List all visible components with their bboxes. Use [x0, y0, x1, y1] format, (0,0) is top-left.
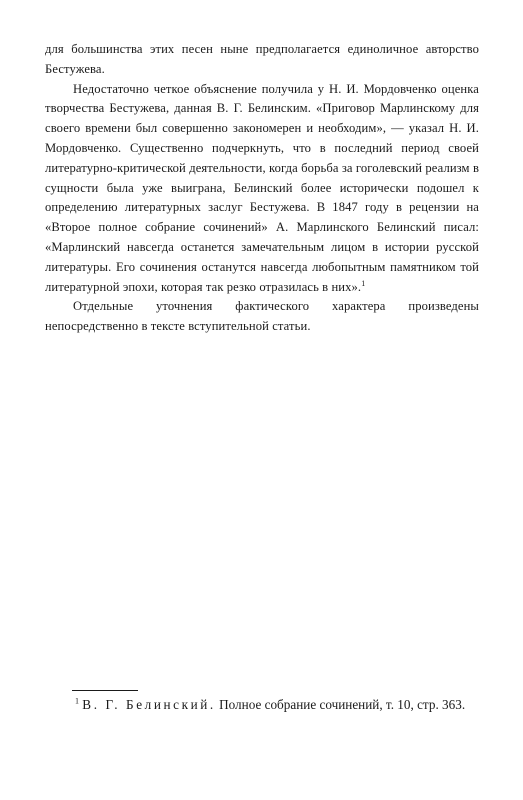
footnote-text: Полное собрание сочинений, т. 10, стр. 363.	[219, 697, 466, 712]
footnote-mark: 1	[75, 696, 79, 706]
footnote	[45, 695, 479, 714]
page-body	[45, 40, 479, 337]
footnote-divider	[72, 690, 138, 691]
paragraph-belinsky-text: Недостаточно четкое объяснение получила у Н. И. Мордовченко оценка творчества Бестужева, данная В. Г. Белинским. «Приговор Марлинскому для своего времени был совершенно закономерен и необходим», — указал Н. И. Мордовченко. Существенно подчеркнуть, что в последний период своей литературно-критической деятельности, когда борьба за гоголевский реализм в сущности была уже выиграна, Белинский более исторически подошел к определению литературных заслуг Бестужева. В 1847 году в рецензии на «Второе полное собрание сочинений» А. Марлинского Белинский писал: «Марлинский навсегда останется замечательным лицом в истории русской литературы. Его сочинения останутся навсегда любопытным памятником той литературной эпохи, которая так резко отразилась в них».	[45, 81, 479, 294]
paragraph-clarifications: Отдельные уточнения фактического характера произведены непосредственно в тексте вступительной статьи.	[45, 299, 479, 334]
footnote-reference: 1	[361, 278, 366, 288]
paragraph-belinsky-assessment	[45, 80, 479, 298]
footnote-author: В. Г. Белинский.	[82, 697, 216, 712]
paragraph-continued: для большинства этих песен ныне предполагается единоличное авторство Бестужева.	[45, 42, 479, 76]
